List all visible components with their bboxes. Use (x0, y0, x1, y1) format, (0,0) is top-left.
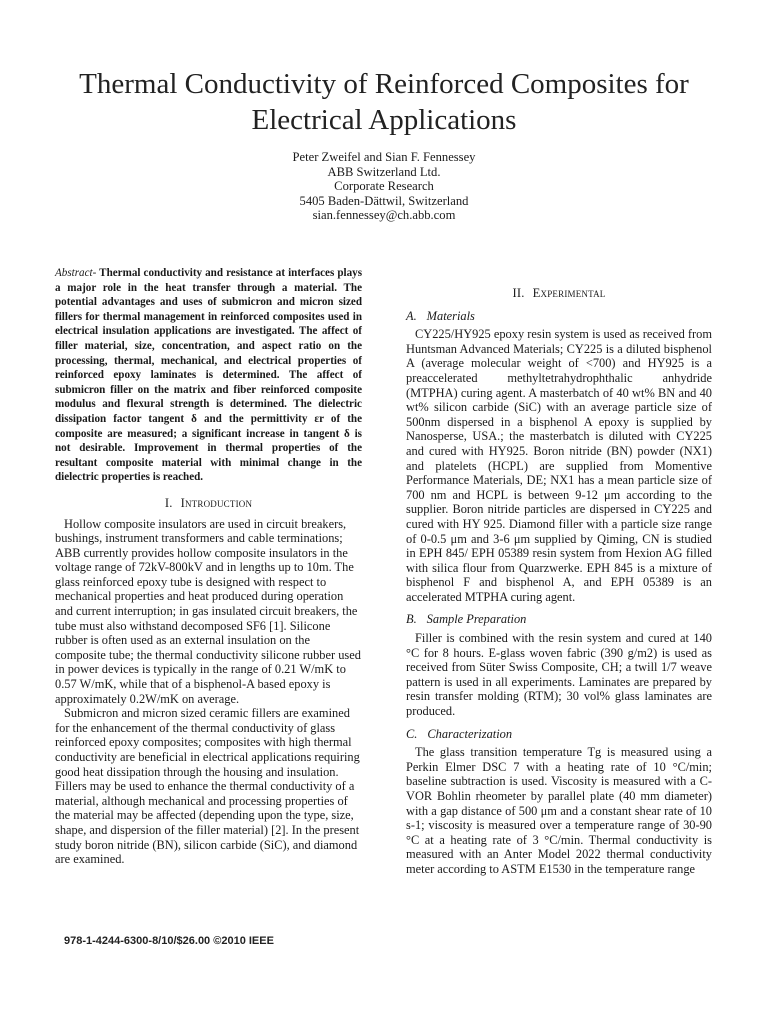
subsection-c-heading (406, 727, 712, 742)
subsection-b-number: B. (406, 612, 417, 627)
subsection-a-heading (406, 309, 712, 324)
author-organization: ABB Switzerland Ltd. (327, 164, 441, 179)
section-2-heading (406, 286, 712, 301)
subsection-a-number: A. (406, 308, 417, 323)
abstract (55, 266, 362, 485)
section-1-heading (55, 496, 362, 511)
subsection-a-title: Materials (426, 308, 475, 323)
section-1-title: Introduction (180, 495, 253, 510)
subsection-c-title: Characterization (427, 726, 513, 741)
subsection-c-number: C. (406, 726, 418, 741)
subsection-b-title: Sample Preparation (426, 612, 527, 627)
section-2-number: II. (512, 286, 525, 300)
author-block (184, 150, 584, 223)
introduction-paragraph-1: Hollow composite insulators are used in circuit breakers, bushings, instrument transformers and cable terminations; ABB currently provides hollow composite insulators in the voltage range of 72kV-800kV and in lengths up to 10m. The glass reinforced epoxy tube is designed with respect to mechanical properties and heat produced during operation and current interruption; in gas insulated circuit breakers, the tube must also withstand decomposed SF6 [1]. Silicone rubber is often used as an external insulation on the composite tube; the thermal conductivity silicone rubber used in power devices is typically in the range of 0.21 W/mK to 0.57 W/mK, while that of a bisphenol-A based epoxy is approximately 0.2W/mK on average. (55, 516, 361, 706)
abstract-text: Thermal conductivity and resistance at interfaces plays a major role in the heat transfer through a material. The potential advantages and uses of submicron and micron sized fillers for thermal management in reinforced composites used in electrical insulation applications are investigated. The affect of filler material, size, concentration, and aspect ratio on the processing, thermal, mechanical, and electrical properties of reinforced epoxy laminates is determined. The affect of submicron filler on the matrix and fiber reinforced composite modulus and flexural strength is determined. The dielectric dissipation factor tangent δ and the permittivity εr of the composite are measured; a significant increase in tangent δ is not desirable. Improvement in thermal properties of the resultant composite material with minimal change in the dielectric properties is reached. (55, 267, 363, 484)
sample-preparation-paragraph: Filler is combined with the resin system and cured at 140 °C for 8 hours. E-glass woven fabric (390 g/m2) is used as received from Süter Swiss Composite, CH; a twill 1/7 weave pattern is used in all experiments. Laminates are prepared by resin transfer molding (RTM); 30 vol% glass laminates are produced. (406, 631, 712, 719)
subsection-b-heading (406, 612, 712, 627)
materials-paragraph: CY225/HY925 epoxy resin system is used as received from Huntsman Advanced Materials; CY225 is a diluted bisphenol A (average molecular weight of <700) and HY925 is a preaccelerated methyltetrahydrophthalic anhydride (MTPHA) curing agent. A masterbatch of 40 wt% BN and 40 wt% silicon carbide (SiC) with an average particle size of 500nm dispersed in a bisphenol A epoxy is supplied by Nanosperse, USA.; the masterbatch is diluted with CY225 and cured with HY925. Boron nitride (BN) powder (NX1) and platelets (HCPL) are supplied from Momentive Performance Materials, DE; NX1 has a mean particle size of 700 nm and HCPL is between 9-12 μm according to the supplier. Boron nitride particles are dispersed in CY225 and cured with HY 925. Diamond filler with a particle size range of 0-0.5 μm and 3-6 μm supplied by Qiming, CN is studied in EPH 845/ EPH 05389 resin system from Hexion AG filled with silica flour from Quarzwerke. EPH 845 is a mixture of bisphenol F and bisphenol A, and EPH 05389 is an accelerated MTPHA curing agent. (406, 327, 712, 604)
introduction-paragraph-2: Submicron and micron sized ceramic fillers are examined for the enhancement of the thermal conductivity of glass reinforced epoxy composites; composites with high thermal conductivity are beneficial in electrical applications requiring good heat dissipation through the housing and insulation. Fillers may be used to enhance the thermal conductivity of a material, although mechanical and processing properties of the material may be affected (depending upon the type, size, shape, and dispersion of the filler material) [2]. In the present study boron nitride (BN), silicon carbide (SiC), and diamond are examined. (55, 706, 360, 867)
author-address: 5405 Baden-Dättwil, Switzerland (299, 193, 469, 208)
author-department: Corporate Research (334, 179, 434, 194)
right-column (406, 282, 712, 877)
copyright-footer: 978-1-4244-6300-8/10/$26.00 ©2010 IEEE (64, 935, 274, 947)
title-line-2: Electrical Applications (251, 104, 517, 136)
author-names: Peter Zweifel and Sian F. Fennessey (292, 150, 476, 164)
characterization-paragraph: The glass transition temperature Tg is measured using a Perkin Elmer DSC 7 with a heating rate of 10 °C/min; baseline subtraction is used. Viscosity is measured with a C-VOR Bohlin rheometer by parallel plate (40 mm diameter) with a gap distance of 500 μm and a constant shear rate of 10 s-1; viscosity is measured over a temperature range of 30-90 °C at a heating rate of 3 °C/min. Thermal conductivity is measured with an Anter Model 2022 thermal conductivity meter according to ASTM E1530 in the temperature range (406, 745, 712, 876)
paper-title (40, 66, 728, 138)
title-line-1: Thermal Conductivity of Reinforced Composites for (79, 68, 689, 100)
section-1-number: I. (164, 495, 173, 510)
left-column (55, 266, 362, 867)
author-email: sian.fennessey@ch.abb.com (312, 208, 456, 223)
section-2-title: Experimental (532, 286, 606, 300)
abstract-label: Abstract- (55, 267, 97, 279)
